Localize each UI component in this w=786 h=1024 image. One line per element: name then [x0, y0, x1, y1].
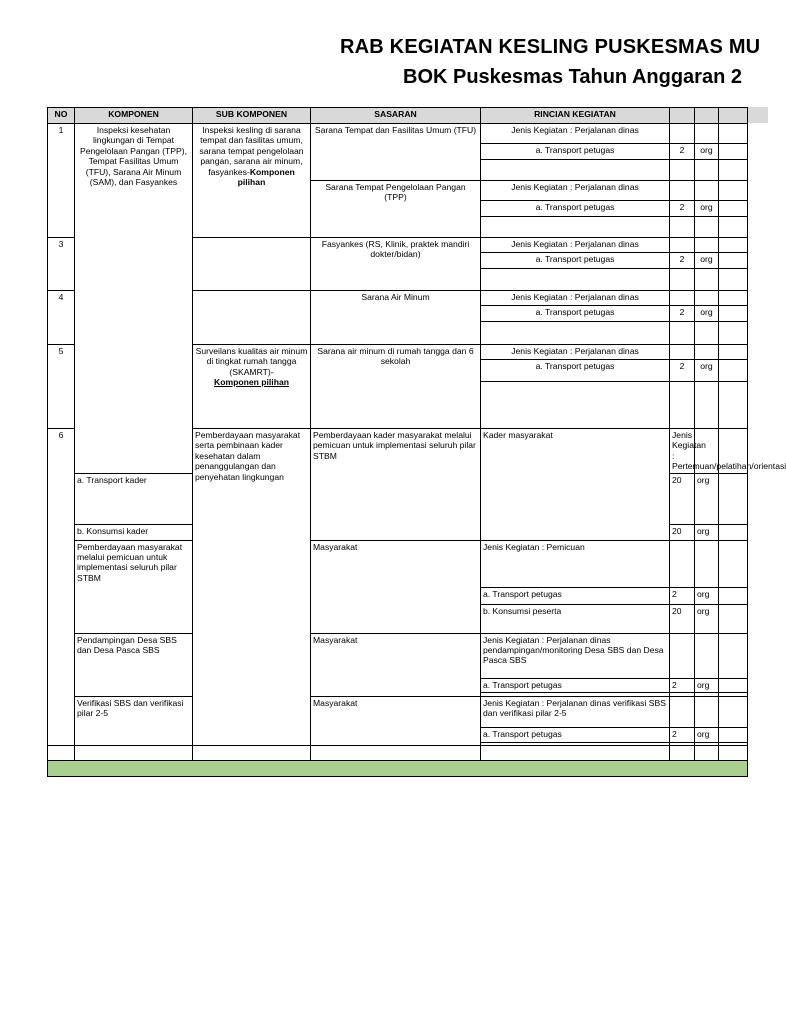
rincian-item: a. Transport petugas — [481, 678, 670, 692]
qty-cell: 20 — [670, 524, 695, 540]
rincian-item: a. Transport petugas — [481, 360, 670, 382]
rincian-item: a. Transport petugas — [481, 587, 670, 604]
rab-sheet — [47, 107, 786, 751]
unit-cell: org — [695, 253, 719, 269]
row-no: 3 — [48, 238, 75, 291]
qty-cell: 2 — [670, 678, 695, 692]
sasaran-cell: Masyarakat — [311, 540, 481, 633]
unit-cell: org — [695, 727, 719, 742]
rincian-jenis: Jenis Kegiatan : Perjalanan dinas — [481, 238, 670, 253]
rincian-jenis: Jenis Kegiatan : Perjalanan dinas — [481, 291, 670, 306]
unit-cell: org — [695, 201, 719, 217]
document-title: RAB KEGIATAN KESLING PUSKESMAS MU — [340, 36, 761, 58]
qty-cell: 2 — [670, 253, 695, 269]
row-no: 6 — [48, 429, 75, 746]
rincian-item: a. Transport petugas — [481, 201, 670, 217]
unit-cell: org — [695, 360, 719, 382]
sub-komponen-cell — [193, 124, 311, 238]
sub-komponen-bold: Komponen pilihan — [237, 166, 295, 188]
unit-cell: org — [695, 473, 719, 524]
row-no: 4 — [48, 291, 75, 345]
header-sub-komponen: SUB KOMPONEN — [193, 108, 311, 124]
table-row — [48, 124, 748, 144]
rincian-item: a. Transport petugas — [481, 253, 670, 269]
rincian-item: b. Konsumsi peserta — [481, 604, 670, 633]
sasaran-cell: Kader masyarakat — [481, 429, 670, 541]
sasaran-cell: Sarana Air Minum — [311, 291, 481, 345]
qty-cell: 2 — [670, 587, 695, 604]
header-blank-1 — [670, 108, 695, 124]
header-komponen: KOMPONEN — [75, 108, 193, 124]
row-no: 1 — [48, 124, 75, 238]
sub-komponen-text: Surveilans kualitas air minum di tingkat rumah tangga (SKAMRT)- — [195, 346, 308, 377]
rab-table — [47, 107, 786, 777]
unit-cell: org — [695, 306, 719, 322]
header-rincian: RINCIAN KEGIATAN — [481, 108, 670, 124]
sasaran-cell: Fasyankes (RS, Klinik, praktek mandiri dokter/bidan) — [311, 238, 481, 291]
rincian-jenis: Jenis Kegiatan : Perjalanan dinas pendampingan/monitoring Desa SBS dan Desa Pasca SBS — [481, 633, 670, 678]
rincian-jenis: Jenis Kegiatan : Perjalanan dinas — [481, 181, 670, 201]
rincian-jenis: Jenis Kegiatan : Pertemuan/pelatihan/orientasi — [670, 429, 695, 474]
qty-cell: 20 — [670, 473, 695, 524]
sub-komponen-text: Inspeksi kesling di sarana tempat dan fasilitas umum, sarana tempat pengelolaan pangan, sarana air minum, fasyankes- — [199, 125, 304, 177]
sasaran-cell: Sarana Tempat dan Fasilitas Umum (TFU) — [311, 124, 481, 181]
qty-cell: 2 — [670, 144, 695, 160]
unit-cell: org — [695, 678, 719, 692]
table-row-empty — [48, 745, 748, 760]
rincian-item: a. Transport petugas — [481, 306, 670, 322]
header-row — [48, 108, 748, 124]
rincian-item: b. Konsumsi kader — [75, 524, 193, 540]
sub-komponen-cell — [193, 345, 311, 429]
table-row — [48, 540, 748, 587]
header-blank-3 — [719, 108, 748, 124]
rincian-jenis: Jenis Kegiatan : Perjalanan dinas — [481, 124, 670, 144]
komponen-cell: Inspeksi kesehatan lingkungan di Tempat Pengelolaan Pangan (TPP), Tempat Fasilitas Umum (TFU), Sarana Air Minum (SAM), dan Fasyankes — [75, 124, 193, 474]
rincian-jenis: Jenis Kegiatan : Pemicuan — [481, 540, 670, 587]
sub-komponen-cell: Verifikasi SBS dan verifikasi pilar 2-5 — [75, 696, 193, 745]
qty-cell: 20 — [670, 604, 695, 633]
header-sasaran: SASARAN — [311, 108, 481, 124]
qty-cell: 2 — [670, 201, 695, 217]
sasaran-cell: Sarana air minum di rumah tangga dan 6 sekolah — [311, 345, 481, 429]
sub-komponen-cell: Pemberdayaan kader masyarakat melalui pemicuan untuk implementasi seluruh pilar STBM — [311, 429, 481, 541]
sasaran-cell: Masyarakat — [311, 633, 481, 696]
total-row — [48, 760, 748, 776]
rincian-jenis: Jenis Kegiatan : Perjalanan dinas — [481, 345, 670, 360]
rincian-item: a. Transport kader — [75, 473, 193, 524]
qty-cell: 2 — [670, 727, 695, 742]
table-row — [48, 696, 748, 727]
unit-cell: org — [695, 604, 719, 633]
unit-cell: org — [695, 144, 719, 160]
sub-komponen-cell: Pemberdayaan masyarakat melalui pemicuan untuk implementasi seluruh pilar STBM — [75, 540, 193, 633]
sasaran-cell: Sarana Tempat Pengelolaan Pangan (TPP) — [311, 181, 481, 238]
qty-cell: 2 — [670, 306, 695, 322]
header-blank-2 — [695, 108, 719, 124]
unit-cell: org — [695, 587, 719, 604]
sasaran-cell: Masyarakat — [311, 696, 481, 745]
sub-komponen-cell: Pendampingan Desa SBS dan Desa Pasca SBS — [75, 633, 193, 696]
sub-komponen-bold: Komponen pilihan — [214, 377, 289, 388]
table-row — [48, 633, 748, 678]
document-subtitle: BOK Puskesmas Tahun Anggaran 2 — [403, 66, 742, 88]
qty-cell: 2 — [670, 360, 695, 382]
rincian-jenis: Jenis Kegiatan : Perjalanan dinas verifikasi SBS dan verifikasi pilar 2-5 — [481, 696, 670, 727]
rincian-item: a. Transport petugas — [481, 727, 670, 742]
komponen-cell: Pemberdayaan masyarakat serta pembinaan kader kesehatan dalam penanggulangan dan penyehatan lingkungan — [193, 429, 311, 746]
header-no: NO — [48, 108, 75, 124]
unit-cell: org — [695, 524, 719, 540]
rincian-item: a. Transport petugas — [481, 144, 670, 160]
row-no: 5 — [48, 345, 75, 429]
